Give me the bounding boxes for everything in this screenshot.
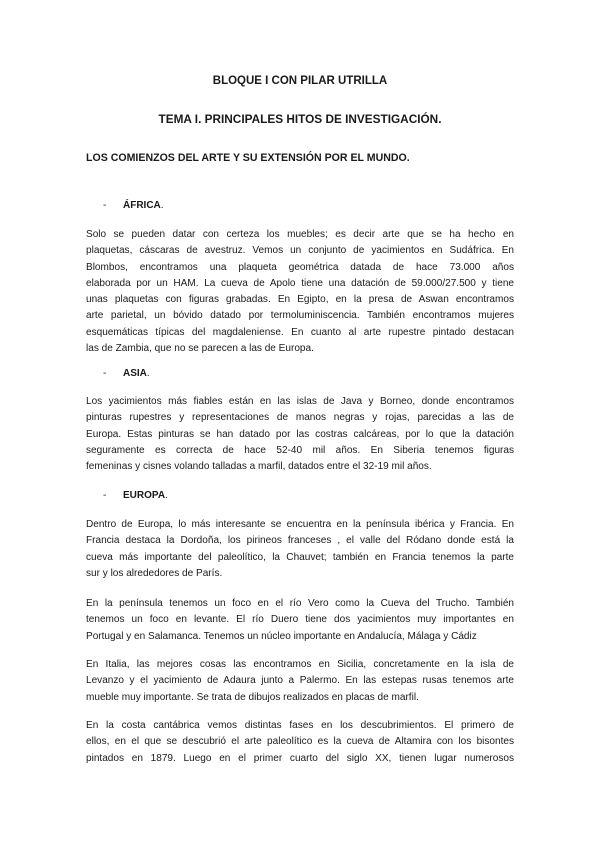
paragraph-peninsula	[86, 596, 514, 645]
paragraph-asia	[86, 394, 514, 475]
text-line: seguramente es correcta de hace 52-40 mil años. En Siberia tenemos figuras	[86, 444, 514, 456]
text-line: En Italia, las mejores cosas las encontramos en Sicilia, concretamente en la isla de	[86, 659, 514, 670]
text-line: En la península tenemos un foco en el río Vero como la Cueva del Trucho. También	[86, 598, 514, 609]
bullet-dash: -	[103, 490, 107, 501]
chapter-subtitle: LOS COMIENZOS DEL ARTE Y SU EXTENSIÓN POR EL MUNDO.	[86, 152, 410, 164]
paragraph-africa	[86, 227, 514, 357]
bullet-dash: -	[103, 368, 107, 379]
text-line: unas plaquetas con figuras grabadas. En Egipto, en la presa de Aswan encontramos	[86, 294, 514, 306]
tema-heading: TEMA I. PRINCIPALES HITOS DE INVESTIGACIÓN.	[158, 112, 442, 126]
section-heading-europa	[103, 490, 168, 501]
text-line: elaborada por un HAM. La cueva de Apolo tiene una datación de 59.000/27.500 y tiene	[86, 277, 514, 289]
text-line: Portugal y en Salamanca. Tenemos un núcleo importante en Andalucía, Málaga y Cádiz	[86, 630, 477, 642]
text-line: En la costa cantábrica vemos distintas fases en los descubrimientos. El primero de	[86, 720, 514, 731]
text-line: Levanzo y el yacimiento de Adaura junto a Palermo. En las estepas rusas tenemos arte	[86, 675, 514, 687]
text-line: plaquetas, cáscaras de avestruz. Vemos un conjunto de yacimientos en Sudáfrica. En	[86, 245, 514, 257]
text-line: Solo se pueden datar con certeza los muebles; es decir arte que se ha hecho en	[86, 229, 514, 240]
text-line: pintados en 1879. Luego en el primer cuarto del siglo XX, tienen lugar numerosos	[86, 752, 514, 764]
text-line: Francia destaca la Dordoña, los pirineos franceses , el valle del Ródano donde está la	[86, 535, 514, 547]
section-label: ASIA	[123, 368, 147, 379]
text-line: tenemos un foco en levante. El río Duero tiene dos yacimientos muy importantes en	[86, 614, 514, 626]
section-label: ÁFRICA	[123, 200, 161, 211]
document-title: BLOQUE I CON PILAR UTRILLA	[212, 75, 388, 87]
section-heading-africa	[103, 200, 164, 211]
section-period: .	[165, 490, 168, 501]
paragraph-europa-intro	[86, 517, 514, 582]
text-line: sur y los alrededores de París.	[86, 567, 223, 579]
text-line: Blombos, encontramos una plaqueta geométrica datada de hace 73.000 años	[86, 261, 514, 273]
text-line: pinturas rupestres y representaciones de manos negras y rojas, parecidas a las de	[86, 412, 514, 424]
text-line: las de Zambia, que no se parecen a las de Europa.	[86, 343, 314, 355]
text-line: cueva más importante del paleolítico, la Chauvet; también en Francia tenemos la parte	[86, 551, 514, 563]
section-period: .	[146, 368, 150, 379]
text-line: ellos, en el que se descubrió el arte paleolítico es la cueva de Altamira con los bisontes	[86, 736, 514, 748]
bullet-dash: -	[103, 200, 107, 211]
text-line: mueble muy importante. Se trata de dibujos realizados en placas de marfil.	[86, 691, 419, 703]
text-line: Dentro de Europa, lo más interesante se encuentra en la península ibérica y Francia. En	[86, 519, 514, 530]
section-label: EUROPA	[123, 490, 166, 501]
text-line: arte parietal, un bóvido datado por termoluminiscencia. También encontramos mujeres	[86, 310, 514, 322]
section-period: .	[160, 200, 164, 211]
text-line: femeninas y cisnes volando talladas a marfil, datados entre el 32-19 mil años.	[86, 461, 432, 473]
text-line: esquemáticas típicas del magdaleniense. En cuanto al arte rupestre pintado destacan	[86, 326, 514, 338]
section-heading-asia	[103, 368, 150, 379]
paragraph-italia	[86, 657, 514, 706]
paragraph-cantabrica	[86, 718, 514, 767]
text-line: Europa. Estas pinturas se han datado por las costras calcáreas, por lo que la datación	[86, 428, 514, 440]
text-line: Los yacimientos más fiables están en las islas de Java y Borneo, donde encontramos	[86, 396, 514, 407]
